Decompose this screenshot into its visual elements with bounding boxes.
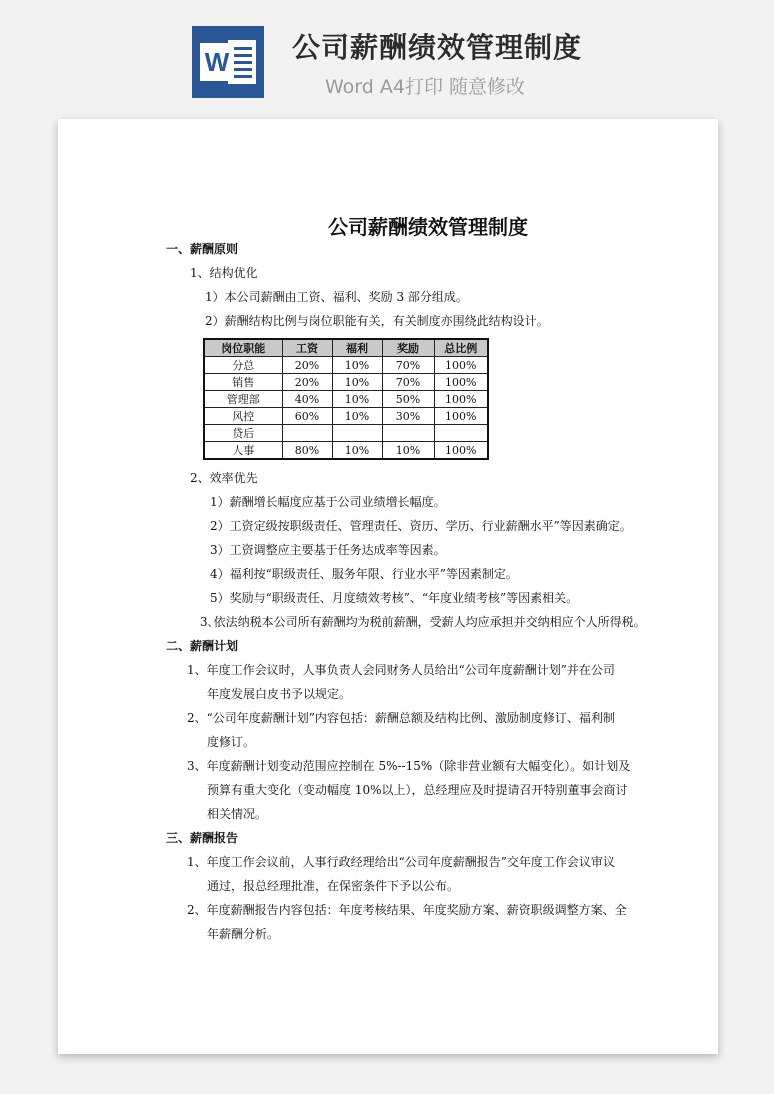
paragraph-line: 1）薪酬增长幅度应基于公司业绩增长幅度。 [210, 495, 446, 509]
paragraph-line: 相关情况。 [207, 807, 268, 821]
salary-structure-table [203, 338, 489, 460]
table-header-cell: 奖励 [382, 339, 434, 357]
paragraph-line: 2、“公司年度薪酬计划”内容包括：薪酬总额及结构比例、激励制度修订、福利制 [187, 711, 615, 725]
paragraph-line: 1、年度工作会议时，人事负责人会同财务人员给出“公司年度薪酬计划”并在公司 [187, 663, 615, 677]
document-page [58, 119, 718, 1054]
table-cell: 分总 [204, 357, 282, 374]
table-cell: 10% [332, 391, 382, 408]
table-cell [332, 425, 382, 442]
paragraph-line: 1、年度工作会议前，人事行政经理给出“公司年度薪酬报告”交年度工作会议审议 [187, 855, 615, 869]
paragraph-line: 年度发展白皮书予以规定。 [207, 687, 352, 701]
table-cell: 贷后 [204, 425, 282, 442]
table-cell [282, 425, 332, 442]
table-row [204, 442, 488, 460]
paragraph-line: 4）福利按“职级责任、服务年限、行业水平”等因素制定。 [210, 567, 518, 581]
table-header-cell: 岗位职能 [204, 339, 282, 357]
banner-title: 公司薪酬绩效管理制度 [292, 31, 583, 64]
word-icon-letter: W [204, 47, 230, 77]
table-cell: 40% [282, 391, 332, 408]
table-cell: 人事 [204, 442, 282, 460]
table-row [204, 408, 488, 425]
word-icon [192, 26, 264, 98]
paragraph-line: 通过，报总经理批准，在保密条件下予以公布。 [207, 879, 460, 893]
table-cell [434, 425, 488, 442]
paragraph-line: 年薪酬分析。 [207, 927, 280, 941]
table-header-cell: 福利 [332, 339, 382, 357]
section-heading: 二、薪酬计划 [166, 639, 239, 653]
paragraph-line: 2）工资定级按职级责任、管理责任、资历、学历、行业薪酬水平”等因素确定。 [210, 519, 632, 533]
table-cell: 80% [282, 442, 332, 460]
table-row [204, 425, 488, 442]
table-cell: 销售 [204, 374, 282, 391]
table-cell: 70% [382, 357, 434, 374]
table-cell: 100% [434, 408, 488, 425]
paragraph-line: 3､依法纳税本公司所有薪酬均为税前薪酬，受薪人均应承担并交纳相应个人所得税。 [200, 615, 646, 629]
paragraph-line: 3）工资调整应主要基于任务达成率等因素。 [210, 543, 446, 557]
table-cell: 30% [382, 408, 434, 425]
table-cell: 20% [282, 357, 332, 374]
table-cell: 管理部 [204, 391, 282, 408]
table-row [204, 374, 488, 391]
table-cell [382, 425, 434, 442]
table-cell: 10% [332, 374, 382, 391]
paragraph-line: 1）本公司薪酬由工资、福利、奖励 3 部分组成。 [205, 290, 468, 304]
banner-subtitle: Word A4打印 随意修改 [325, 76, 526, 98]
table-cell: 100% [434, 391, 488, 408]
table-row [204, 391, 488, 408]
table-cell: 100% [434, 442, 488, 460]
paragraph-line: 预算有重大变化（变动幅度 10%以上），总经理应及时提请召开特别董事会商讨 [207, 783, 628, 797]
table-row [204, 357, 488, 374]
table-header-cell: 工资 [282, 339, 332, 357]
section-heading: 三、薪酬报告 [166, 831, 239, 845]
table-cell: 10% [332, 408, 382, 425]
table-cell: 风控 [204, 408, 282, 425]
table-cell: 70% [382, 374, 434, 391]
table-header-cell: 总比例 [434, 339, 488, 357]
paragraph-line: 2、效率优先 [190, 471, 258, 485]
paragraph-line: 5）奖励与“职级责任、月度绩效考核”、“年度业绩考核”等因素相关。 [210, 591, 579, 605]
table-cell: 10% [332, 357, 382, 374]
paragraph-line: 度修订。 [207, 735, 256, 749]
section-heading: 一、薪酬原则 [166, 242, 239, 256]
paragraph-line: 2）薪酬结构比例与岗位职能有关，有关制度亦围绕此结构设计。 [205, 314, 549, 328]
paragraph-line: 3、年度薪酬计划变动范围应控制在 5%--15%（除非营业额有大幅变化）。如计划及 [187, 759, 631, 773]
document-title: 公司薪酬绩效管理制度 [328, 215, 528, 239]
paragraph-line: 2、年度薪酬报告内容包括：年度考核结果、年度奖励方案、薪资职级调整方案、全 [187, 903, 627, 917]
table-header-row [204, 339, 488, 357]
table-cell: 100% [434, 357, 488, 374]
table-cell: 50% [382, 391, 434, 408]
table-cell: 20% [282, 374, 332, 391]
header-banner [0, 0, 774, 118]
table-cell: 10% [332, 442, 382, 460]
table-cell: 60% [282, 408, 332, 425]
paragraph-line: 1、结构优化 [190, 266, 258, 280]
table-cell: 10% [382, 442, 434, 460]
table-cell: 100% [434, 374, 488, 391]
